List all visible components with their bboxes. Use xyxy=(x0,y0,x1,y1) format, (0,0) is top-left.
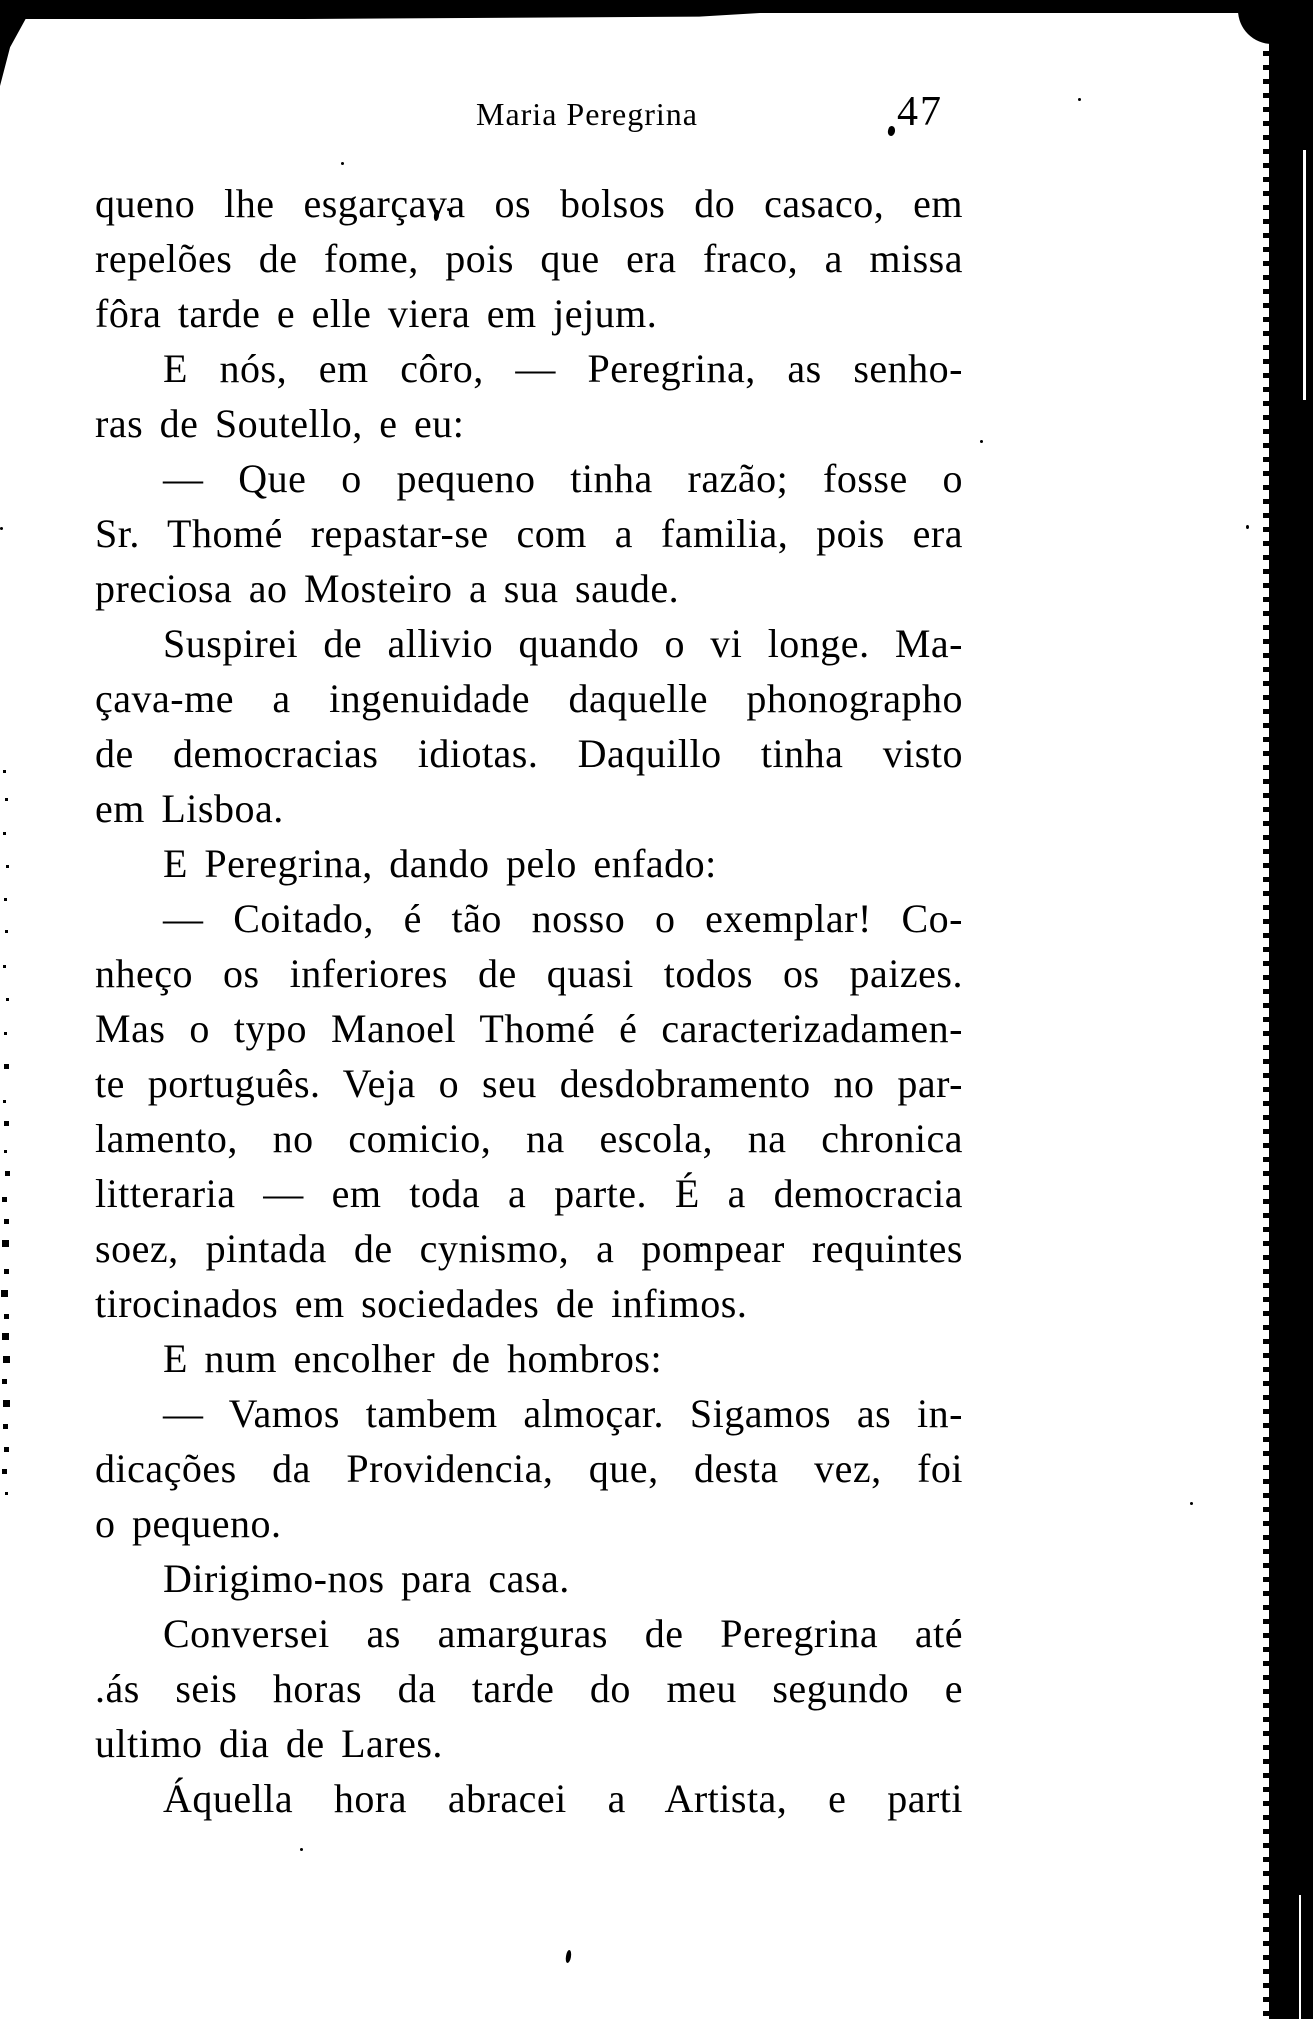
text-line: em Lisboa. xyxy=(95,786,284,831)
text-line: de democracias idiotas. Daquillo tinha visto xyxy=(95,731,963,776)
scan-artifact-speck xyxy=(1078,98,1081,101)
running-header-title: Maria Peregrina xyxy=(475,96,698,132)
text-line: E num encolher de hombros: xyxy=(163,1336,663,1381)
scan-artifact-speck xyxy=(980,440,983,443)
scan-artifact-speck xyxy=(0,527,3,530)
scan-artifact-left-speckles xyxy=(3,770,6,773)
scan-artifact-top-edge xyxy=(0,0,1313,13)
text-line: dicações da Providencia, que, desta vez, foi xyxy=(95,1446,963,1491)
text-line: soez, pintada de cynismo, a pompear requintes xyxy=(95,1226,963,1271)
text-line: Sr. Thomé repastar-se com a familia, pois era xyxy=(95,511,963,556)
text-line: Suspirei de allivio quando o vi longe. Ma- xyxy=(163,621,963,666)
text-line: repelões de fome, pois que era fraco, a missa xyxy=(95,236,963,281)
text-line: — Que o pequeno tinha razão; fosse o xyxy=(163,456,963,501)
text-line: fôra tarde e elle viera em jejum. xyxy=(95,291,658,336)
text-line: .ás seis horas da tarde do meu segundo e xyxy=(95,1666,963,1711)
scan-artifact-white-sliver xyxy=(1303,150,1306,400)
text-line: te português. Veja o seu desdobramento no par- xyxy=(95,1061,963,1106)
text-line: ras de Soutello, e eu: xyxy=(95,401,465,446)
text-line: Mas o typo Manoel Thomé é caracterizadamen- xyxy=(95,1006,963,1051)
text-line: litteraria — em toda a parte. É a democracia xyxy=(95,1171,963,1216)
text-line: preciosa ao Mosteiro a sua saude. xyxy=(95,566,680,611)
scan-artifact-speck xyxy=(300,1848,303,1851)
page-number: 47 xyxy=(897,89,943,135)
body-text xyxy=(95,176,963,1826)
scan-artifact-speck xyxy=(1246,525,1249,529)
text-line: E nós, em côro, — Peregrina, as senho- xyxy=(163,346,963,391)
text-line: nheço os inferiores de quasi todos os paizes. xyxy=(95,951,963,996)
text-line: lamento, no comicio, na escola, na chronica xyxy=(95,1116,963,1161)
text-line: — Vamos tambem almoçar. Sigamos as in- xyxy=(163,1391,963,1436)
scan-artifact-right-band xyxy=(1269,0,1313,2019)
scan-artifact-white-sliver xyxy=(1299,1895,1301,2019)
scan-artifact-ink-blob xyxy=(565,1950,572,1964)
scan-artifact-speck xyxy=(1190,1502,1193,1505)
text-line: Conversei as amarguras de Peregrina até xyxy=(163,1611,963,1656)
scan-artifact-top-edge-taper xyxy=(0,13,760,19)
text-line: ultimo dia de Lares. xyxy=(95,1721,443,1766)
text-line: o pequeno. xyxy=(95,1501,282,1546)
text-line: çava-me a ingenuidade daquelle phonographo xyxy=(95,676,963,721)
scan-artifact-speck xyxy=(341,162,344,165)
scan-artifact-right-band-ragged-edge xyxy=(1263,0,1269,2019)
text-line: Dirigimo-nos para casa. xyxy=(163,1556,570,1601)
text-line: — Coitado, é tão nosso o exemplar! Co- xyxy=(163,896,963,941)
text-line: queno lhe esgarçava os bolsos do casaco, em xyxy=(95,181,963,226)
text-line: Áquella hora abracei a Artista, e parti xyxy=(163,1776,963,1821)
text-line: tirocinados em sociedades de infimos. xyxy=(95,1281,748,1326)
text-line: E Peregrina, dando pelo enfado: xyxy=(163,841,717,886)
